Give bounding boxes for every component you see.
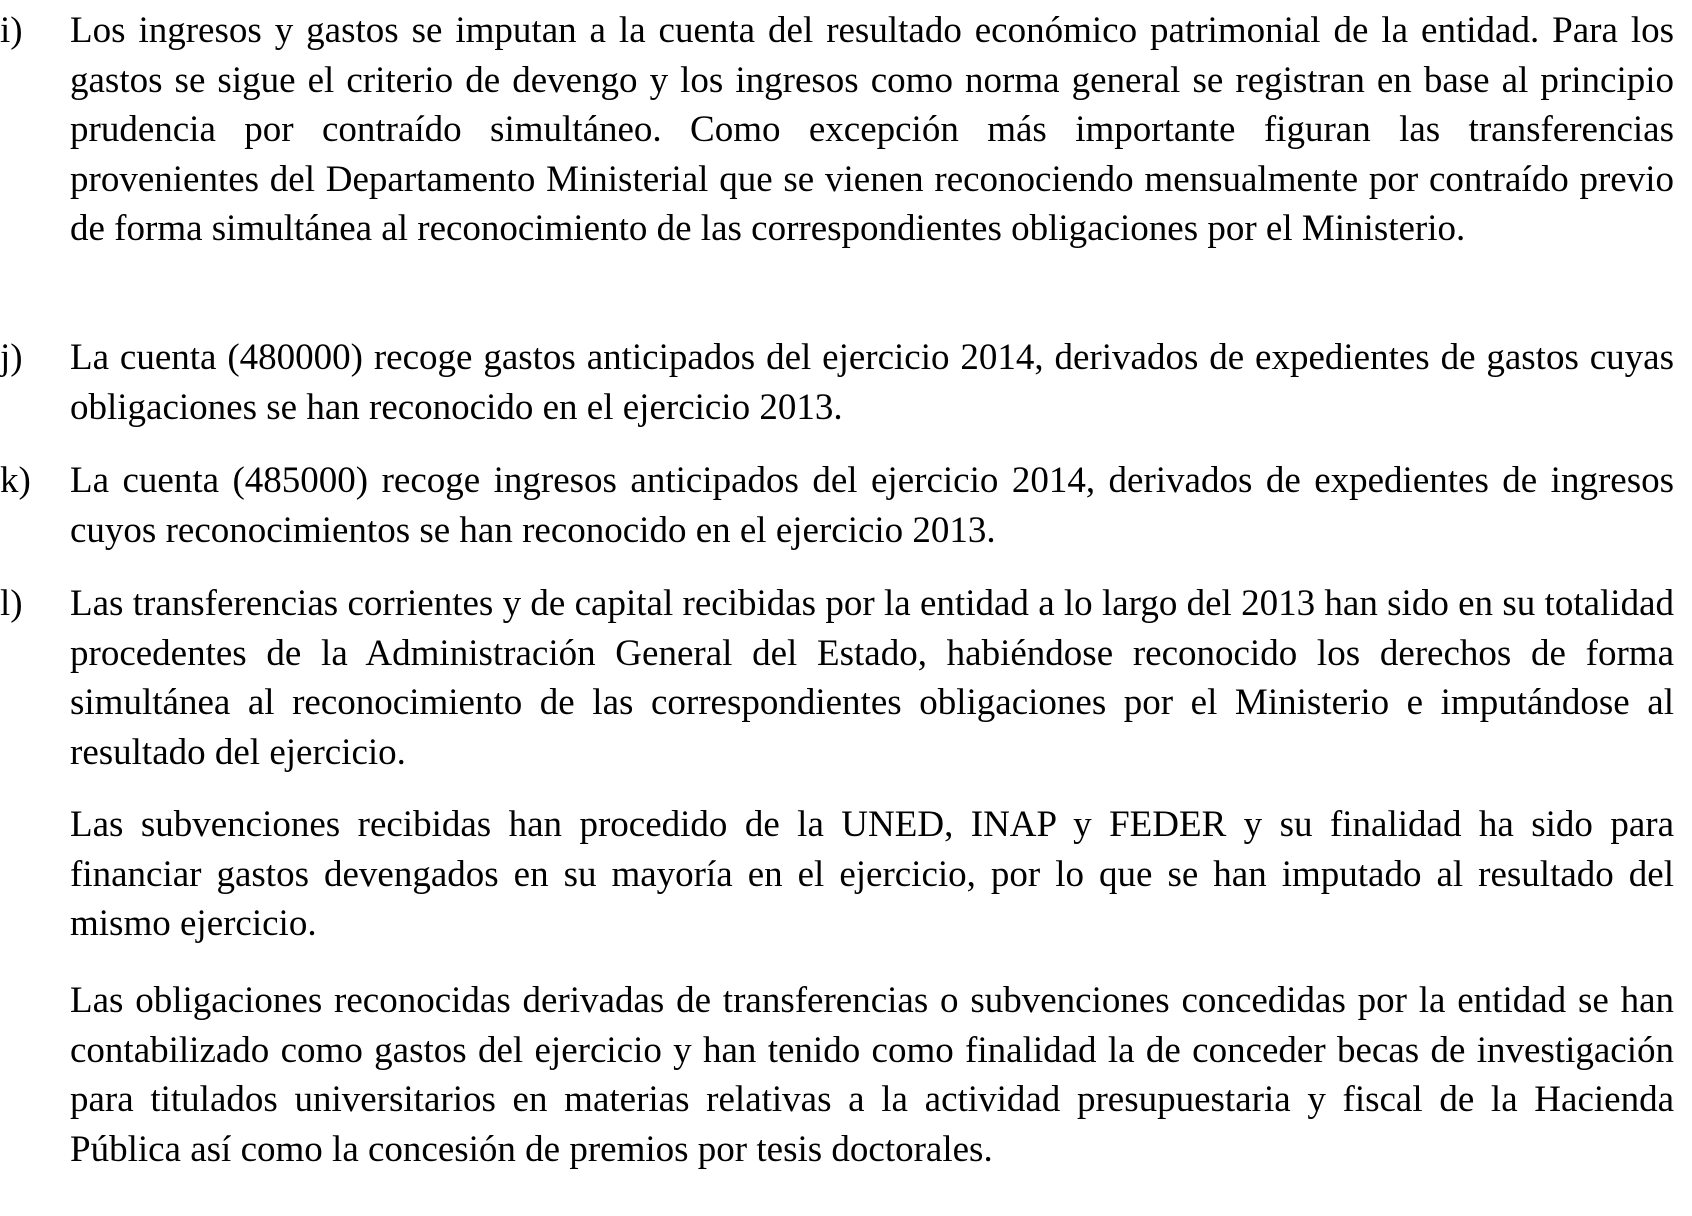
list-item-marker: i) (0, 10, 23, 51)
list-item-text: Las transferencias corrientes y de capital recibidas por la entidad a lo largo del 2013 han sido en su totalidad procedentes de la Administración General del Estado, habiéndose reconocido los derechos de forma simultánea al reconocimiento de las correspondientes obligaciones por el Ministerio e imputándose al resultado del ejercicio. (70, 583, 1674, 773)
list-item-text: Los ingresos y gastos se imputan a la cuenta del resultado económico patrimonial de la entidad. Para los gastos se sigue el criterio de devengo y los ingresos como norma general se registran en base al principio prudencia por contraído simultáneo. Como excepción más importante figuran las transferencias provenientes del Departamento Ministerial que se vienen reconociendo mensualmente por contraído previo de forma simultánea al reconocimiento de las correspondientes obligaciones por el Ministerio. (70, 10, 1674, 250)
list-item-marker: k) (0, 460, 31, 501)
obligaciones-paragraph: Las obligaciones reconocidas derivadas de transferencias o subvenciones concedidas por la entidad se han contabilizado como gastos del ejercicio y han tenido como finalidad la de conceder becas de investigación para titulados universitarios en materias relativas a la actividad presupuestaria y fiscal de la Hacienda Pública así como la concesión de premios por tesis doctorales. (70, 980, 1674, 1170)
list-item-marker: j) (0, 337, 23, 378)
list-item-marker: l) (0, 583, 23, 624)
list-item-text: La cuenta (485000) recoge ingresos anticipados del ejercicio 2014, derivados de expedientes de ingresos cuyos reconocimientos se han reconocido en el ejercicio 2013. (70, 460, 1674, 551)
subvenciones-paragraph: Las subvenciones recibidas han procedido de la UNED, INAP y FEDER y su finalidad ha sido para financiar gastos devengados en su mayoría en el ejercicio, por lo que se han imputado al resultado del mismo ejercicio. (70, 804, 1674, 945)
list-item-text: La cuenta (480000) recoge gastos anticipados del ejercicio 2014, derivados de expedientes de gastos cuyas obligaciones se han reconocido en el ejercicio 2013. (70, 337, 1674, 428)
